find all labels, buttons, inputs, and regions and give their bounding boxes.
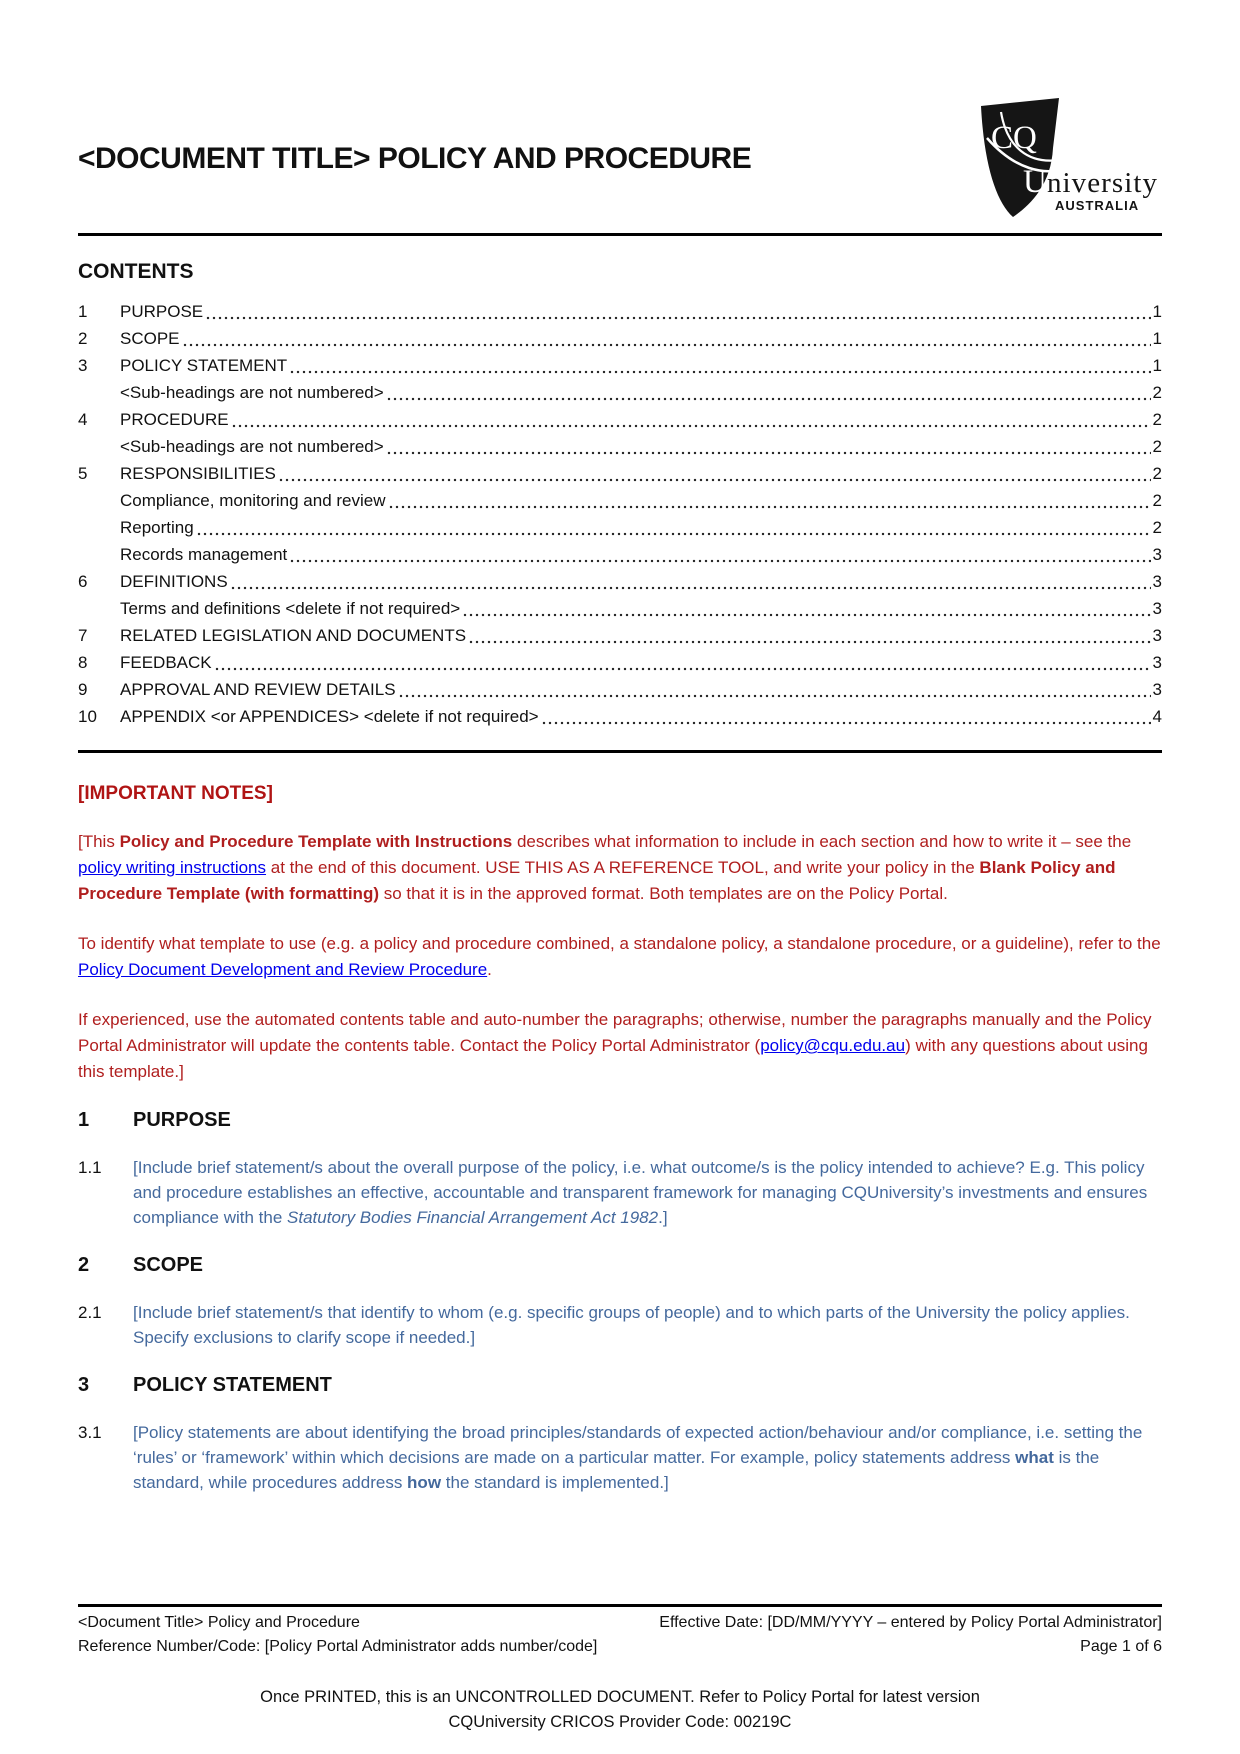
toc-dot-leader	[388, 494, 1151, 514]
section-number: 2	[78, 1254, 90, 1276]
text-segment: is the standard, while procedures address	[133, 1448, 1100, 1492]
notes-paragraph-3	[78, 1007, 1162, 1085]
section-item-3-1	[78, 1420, 1162, 1495]
footer-page-number: Page 1 of 6	[1080, 1638, 1162, 1655]
notes-paragraph-2	[78, 931, 1162, 983]
toc-dot-leader	[289, 548, 1150, 568]
toc-entry-number: 1	[78, 302, 88, 321]
text-segment: what	[1015, 1448, 1054, 1467]
toc-entry-number: 6	[78, 572, 88, 591]
item-number: 3.1	[78, 1423, 102, 1442]
toc-entry-number: 9	[78, 680, 88, 699]
toc-entry-related-legislation[interactable]	[78, 622, 1162, 649]
toc-dot-leader	[541, 710, 1151, 730]
toc-entry-compliance[interactable]	[78, 487, 1162, 514]
toc-entry-responsibilities[interactable]	[78, 460, 1162, 487]
section-item-1-1	[78, 1155, 1162, 1230]
table-of-contents	[78, 298, 1162, 730]
section-heading-scope	[78, 1254, 1162, 1277]
toc-entry-label: POLICY STATEMENT	[120, 356, 288, 375]
toc-entry-number: 2	[78, 329, 88, 348]
logo-shield	[981, 98, 1059, 217]
toc-entry-page: 3	[1152, 626, 1162, 645]
text-segment: Blank Policy and Procedure Template (with formatting)	[78, 858, 1116, 903]
toc-entry-page: 3	[1152, 653, 1162, 672]
toc-entry-number: 5	[78, 464, 88, 483]
toc-entry-label: <Sub-headings are not numbered>	[120, 437, 384, 456]
toc-dot-leader	[386, 386, 1151, 406]
cquniversity-logo	[967, 96, 1162, 221]
toc-entry-label: APPENDIX <or APPENDICES> <delete if not required>	[120, 707, 539, 726]
toc-entry-page: 2	[1152, 491, 1162, 510]
section-heading-policy-statement	[78, 1374, 1162, 1397]
text-segment: [Include brief statement/s that identify to whom (e.g. specific groups of people) and to which parts of the University the policy applies. Specify exclusions to clarify scope if needed.]	[133, 1303, 1130, 1347]
toc-dot-leader	[230, 575, 1151, 595]
toc-entry-label: FEEDBACK	[120, 653, 212, 672]
toc-entry-scope[interactable]	[78, 325, 1162, 352]
toc-entry-page: 3	[1152, 572, 1162, 591]
toc-dot-leader	[289, 359, 1150, 379]
toc-dot-leader	[468, 629, 1150, 649]
svg-text:niversity: niversity	[1047, 167, 1157, 199]
section-number: 1	[78, 1109, 90, 1131]
toc-entry-procedure[interactable]	[78, 406, 1162, 433]
toc-entry-label: Compliance, monitoring and review	[120, 491, 386, 510]
footer-reference-number: Reference Number/Code: [Policy Portal Administrator adds number/code]	[78, 1638, 598, 1655]
footer-document-title: <Document Title> Policy and Procedure	[78, 1614, 360, 1631]
notes-paragraph-1	[78, 829, 1162, 907]
toc-dot-leader	[462, 602, 1150, 622]
policy-writing-instructions-link[interactable]: policy writing instructions	[78, 858, 267, 877]
toc-dot-leader	[214, 656, 1151, 676]
text-segment: [Policy statements are about identifying the broad principles/standards of expected action/behaviour and/or compliance, i.e. setting the ‘rules’ or ‘framework’ within which decisions are made on a particular matter. For example, policy statements address	[133, 1423, 1143, 1467]
toc-entry-reporting[interactable]	[78, 514, 1162, 541]
policy-email-link[interactable]: policy@cqu.edu.au	[760, 1036, 906, 1055]
section-title: PURPOSE	[133, 1109, 231, 1131]
toc-entry-label: PROCEDURE	[120, 410, 229, 429]
section-item-2-1	[78, 1300, 1162, 1350]
toc-entry-label: Reporting	[120, 518, 194, 537]
toc-dot-leader	[205, 305, 1150, 325]
toc-entry-page: 3	[1152, 599, 1162, 618]
toc-entry-number: 8	[78, 653, 88, 672]
toc-entry-page: 2	[1152, 518, 1162, 537]
toc-entry-page: 1	[1152, 302, 1162, 321]
text-segment: [This	[78, 832, 120, 851]
contents-heading: CONTENTS	[78, 260, 194, 283]
policy-document-development-link[interactable]: Policy Document Development and Review Procedure	[78, 960, 488, 979]
footer-effective-date: Effective Date: [DD/MM/YYYY – entered by Policy Portal Administrator]	[659, 1614, 1162, 1631]
section-heading-purpose	[78, 1109, 1162, 1132]
toc-entry-terms-definitions[interactable]	[78, 595, 1162, 622]
contents-divider	[78, 750, 1162, 753]
text-segment: how	[407, 1473, 442, 1492]
toc-entry-label: SCOPE	[120, 329, 180, 348]
document-header	[78, 96, 1162, 221]
toc-dot-leader	[231, 413, 1151, 433]
uncontrolled-document-notice: Once PRINTED, this is an UNCONTROLLED DOCUMENT. Refer to Policy Portal for latest version	[260, 1688, 980, 1706]
svg-text:U: U	[1023, 164, 1047, 200]
toc-entry-subheading[interactable]	[78, 433, 1162, 460]
toc-entry-page: 1	[1152, 356, 1162, 375]
toc-entry-number: 10	[78, 707, 97, 726]
toc-entry-purpose[interactable]	[78, 298, 1162, 325]
toc-dot-leader	[398, 683, 1151, 703]
toc-entry-page: 1	[1152, 329, 1162, 348]
item-text	[133, 1300, 1162, 1350]
cricos-provider-code: CQUniversity CRICOS Provider Code: 00219C	[448, 1713, 792, 1731]
text-segment: ) with any questions about using this template.]	[78, 1036, 1148, 1081]
toc-entry-page: 2	[1152, 437, 1162, 456]
text-segment: If experienced, use the automated contents table and auto-number the paragraphs; otherwise, number the paragraphs manually and the Policy Portal Administrator will update the contents table. Contact the Policy Portal Administrator (	[78, 1010, 1152, 1055]
toc-entry-number: 3	[78, 356, 88, 375]
toc-entry-label: Records management	[120, 545, 288, 564]
toc-entry-appendix[interactable]	[78, 703, 1162, 730]
toc-entry-policy-statement[interactable]	[78, 352, 1162, 379]
toc-dot-leader	[182, 332, 1151, 352]
svg-text:CQ: CQ	[991, 120, 1037, 156]
text-segment: Statutory Bodies Financial Arrangement Act 1982	[287, 1208, 659, 1227]
toc-entry-records-management[interactable]	[78, 541, 1162, 568]
toc-dot-leader	[386, 440, 1151, 460]
section-title: SCOPE	[133, 1254, 204, 1276]
toc-entry-page: 2	[1152, 410, 1162, 429]
section-number: 3	[78, 1374, 90, 1396]
toc-entry-subheading[interactable]	[78, 379, 1162, 406]
toc-entry-label: RESPONSIBILITIES	[120, 464, 276, 483]
text-segment: .]	[658, 1208, 668, 1227]
toc-entry-definitions[interactable]	[78, 568, 1162, 595]
toc-entry-number: 7	[78, 626, 88, 645]
toc-entry-label: Terms and definitions <delete if not required>	[120, 599, 461, 618]
toc-entry-page: 3	[1152, 545, 1162, 564]
text-segment: describes what information to include in each section and how to write it – see the	[512, 832, 1132, 851]
toc-entry-label: RELATED LEGISLATION AND DOCUMENTS	[120, 626, 467, 645]
toc-dot-leader	[278, 467, 1151, 487]
text-segment: at the end of this document. USE THIS AS A REFERENCE TOOL, and write your policy in the	[266, 858, 980, 877]
item-text	[133, 1155, 1162, 1230]
item-number: 1.1	[78, 1158, 102, 1177]
page-title: <DOCUMENT TITLE> POLICY AND PROCEDURE	[78, 141, 752, 175]
toc-entry-feedback[interactable]	[78, 649, 1162, 676]
svg-text:AUSTRALIA: AUSTRALIA	[1055, 198, 1140, 213]
important-notes-heading: [IMPORTANT NOTES]	[78, 783, 273, 804]
toc-entry-page: 2	[1152, 383, 1162, 402]
toc-entry-label: APPROVAL AND REVIEW DETAILS	[120, 680, 396, 699]
toc-entry-number: 4	[78, 410, 88, 429]
text-segment: [Include brief statement/s about the overall purpose of the policy, i.e. what outcome/s is the policy intended to achieve? E.g. This policy and procedure establishes an effective, accountable and transparent framework for managing CQUniversity’s investments and ensures compliance with the	[133, 1158, 1148, 1227]
text-segment: so that it is in the approved format. Both templates are on the Policy Portal.	[379, 884, 948, 903]
text-segment: To identify what template to use (e.g. a policy and procedure combined, a standalone policy, a standalone procedure, or a guideline), refer to the	[78, 934, 1161, 953]
item-number: 2.1	[78, 1303, 102, 1322]
text-segment: .	[487, 960, 492, 979]
toc-entry-label: <Sub-headings are not numbered>	[120, 383, 384, 402]
page-footer	[78, 1604, 1162, 1735]
header-divider	[78, 233, 1162, 236]
section-title: POLICY STATEMENT	[133, 1374, 332, 1396]
text-segment: the standard is implemented.]	[441, 1473, 669, 1492]
toc-entry-page: 3	[1152, 680, 1162, 699]
toc-entry-page: 2	[1152, 464, 1162, 483]
toc-entry-page: 4	[1152, 707, 1162, 726]
toc-entry-label: DEFINITIONS	[120, 572, 228, 591]
toc-entry-approval-review[interactable]	[78, 676, 1162, 703]
toc-dot-leader	[196, 521, 1151, 541]
toc-entry-label: PURPOSE	[120, 302, 204, 321]
text-segment: Policy and Procedure Template with Instructions	[119, 832, 513, 851]
item-text	[133, 1420, 1162, 1495]
